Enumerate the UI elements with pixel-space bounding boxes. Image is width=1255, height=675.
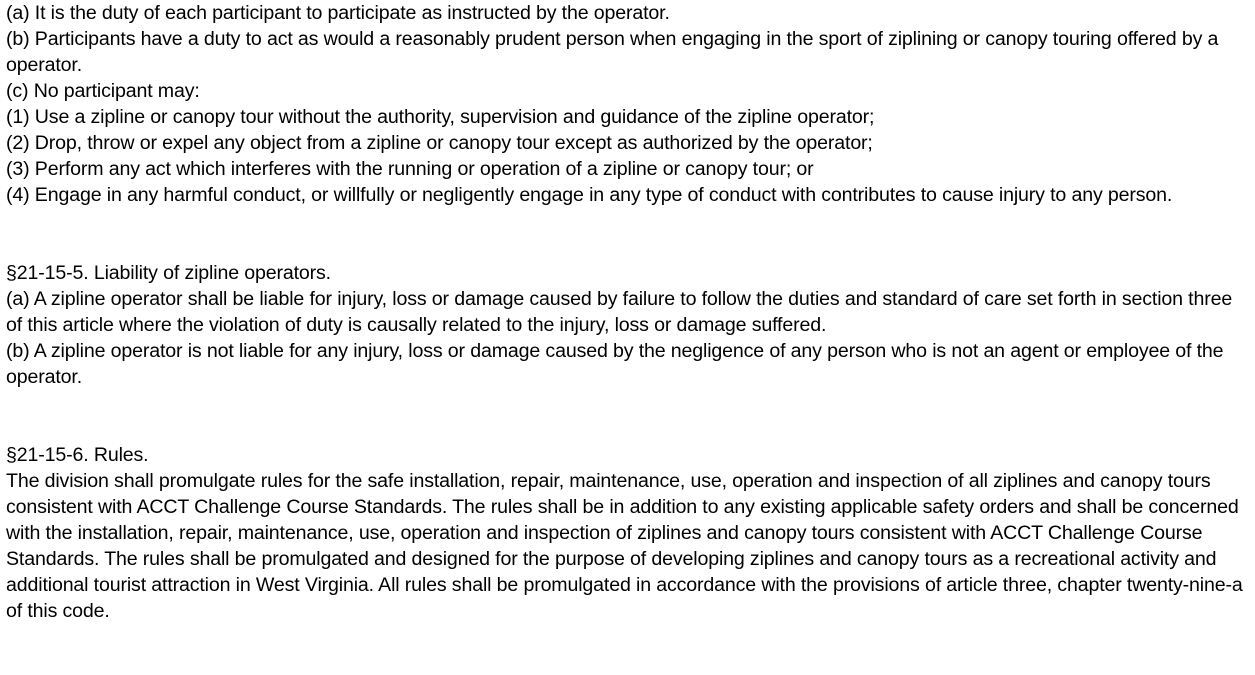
section-liability	[6, 260, 1253, 390]
list-item-2: (2) Drop, throw or expel any object from a zipline or canopy tour except as authorized by the operator;	[6, 132, 873, 154]
participant-duties-block	[6, 0, 1253, 208]
section-heading: §21-15-6. Rules.	[6, 444, 149, 466]
list-item-1: (1) Use a zipline or canopy tour without the authority, supervision and guidance of the zipline operator;	[6, 106, 875, 128]
paragraph-b: (b) A zipline operator is not liable for any injury, loss or damage caused by the negligence of any person who is not an agent or employee of the operator.	[6, 340, 1224, 388]
paragraph-a: (a) A zipline operator shall be liable for injury, loss or damage caused by failure to follow the duties and standard of care set forth in section three of this article where the violation of duty is causally related to the injury, loss or damage suffered.	[6, 288, 1233, 336]
paragraph-b: (b) Participants have a duty to act as would a reasonably prudent person when engaging in the sport of ziplining or canopy touring offered by a operator.	[6, 28, 1219, 76]
list-item-4: (4) Engage in any harmful conduct, or willfully or negligently engage in any type of conduct with contributes to cause injury to any person.	[6, 184, 1173, 206]
paragraph-a: (a) It is the duty of each participant to participate as instructed by the operator.	[6, 2, 670, 24]
rules-paragraph: The division shall promulgate rules for the safe installation, repair, maintenance, use, operation and inspection of all ziplines and canopy tours consistent with ACCT Challenge Course Standards. The rules shall be in addition to any existing applicable safety orders and shall be concerned with the installation, repair, maintenance, use, operation and inspection of ziplines and canopy tours consistent with ACCT Challenge Course Standards. The rules shall be promulgated and designed for the purpose of developing ziplines and canopy tours as a recreational activity and additional tourist attraction in West Virginia. All rules shall be promulgated in accordance with the provisions of article three, chapter twenty-nine-a of this code.	[6, 470, 1243, 622]
paragraph-c: (c) No participant may:	[6, 80, 200, 102]
section-heading: §21-15-5. Liability of zipline operators.	[6, 262, 331, 284]
section-spacer	[6, 208, 1253, 260]
section-spacer	[6, 390, 1253, 442]
list-item-3: (3) Perform any act which interferes with the running or operation of a zipline or canopy tour; or	[6, 158, 814, 180]
document-body	[6, 0, 1253, 624]
section-rules	[6, 442, 1253, 624]
